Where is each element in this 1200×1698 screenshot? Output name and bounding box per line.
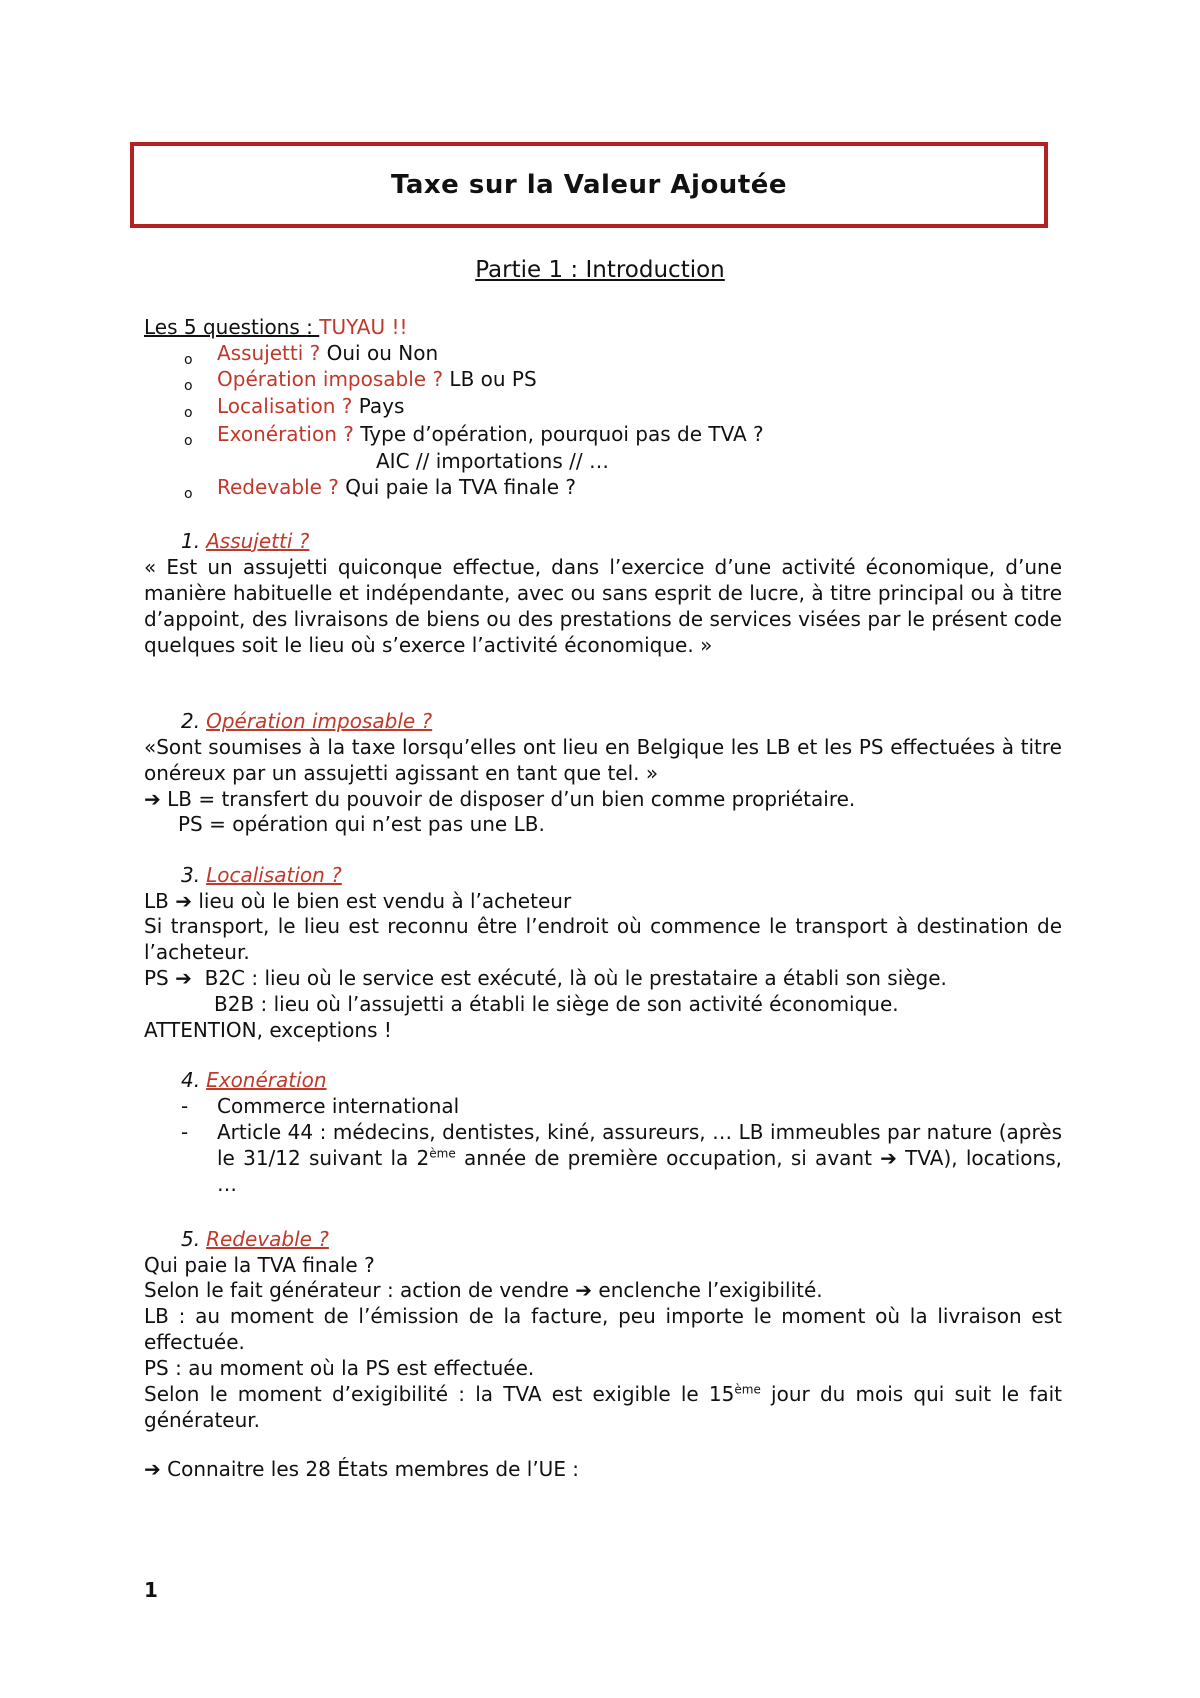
redevable-line: PS : au moment où la PS est effectuée. — [144, 1356, 535, 1380]
final-line — [144, 1456, 579, 1482]
section-heading — [181, 862, 342, 888]
section-title: Redevable ? — [206, 1227, 329, 1251]
section-paragraph: «Sont soumises à la taxe lorsqu’elles ont lieu en Belgique les LB et les PS effectuées à titre onéreux par un assujetti agissant en tant que tel. » — [144, 735, 1062, 785]
redevable-text: Selon le fait générateur : action de vendre — [144, 1278, 576, 1302]
section-title: Assujetti ? — [206, 529, 310, 553]
right-arrow-icon: ➔ — [175, 966, 192, 990]
intro-tip: TUYAU !! — [319, 315, 408, 339]
question-label: Localisation ? — [217, 394, 353, 418]
lb-definition — [144, 786, 855, 812]
question-label: Redevable ? — [217, 475, 339, 499]
redevable-line — [144, 1381, 1062, 1433]
section-title: Opération imposable ? — [206, 709, 433, 733]
section-heading — [181, 1067, 327, 1093]
superscript: ème — [429, 1146, 456, 1161]
transport-paragraph: Si transport, le lieu est reconnu être l’endroit où commence le transport à destination de l’acheteur. — [144, 914, 1062, 964]
question-answer: Pays — [352, 394, 405, 418]
redevable-text: Selon le moment d’exigibilité : la TVA est exigible le 15 — [144, 1382, 735, 1406]
bullet-icon: o — [184, 433, 193, 449]
right-arrow-icon: ➔ — [880, 1146, 897, 1170]
part-title: Partie 1 : Introduction — [475, 257, 725, 283]
question-label: Assujetti ? — [217, 341, 321, 365]
section-number: 5. — [181, 1227, 201, 1251]
attention-text: ATTENTION, exceptions ! — [144, 1018, 392, 1042]
ps-label: PS — [144, 966, 176, 990]
dash-icon: - — [181, 1120, 189, 1144]
section-number: 1. — [181, 529, 201, 553]
section-paragraph: « Est un assujetti quiconque effectue, dans l’exercice d’une activité économique, d’une manière habituelle et indépendante, avec ou sans esprit de lucre, à titre principal ou à titre d’appoint, des livraisons de biens ou des prestations de services visées par le présent code quelques soit le lieu où s’exerce l’activité économique. » — [144, 555, 1062, 657]
question-item — [217, 474, 576, 500]
lb-text: LB = transfert du pouvoir de disposer d’un bien comme propriétaire. — [167, 787, 856, 811]
redevable-text: enclenche l’exigibilité. — [592, 1278, 823, 1302]
section-heading — [181, 1226, 329, 1252]
dash-icon: - — [181, 1094, 189, 1118]
lb-location — [144, 888, 571, 914]
intro-line — [144, 314, 407, 340]
exoneration-text: TVA), locations, … — [217, 1146, 1063, 1196]
section-heading — [181, 708, 432, 734]
question-item — [217, 366, 537, 392]
b2c-text: B2C : lieu où le service est exécuté, là où le prestataire a établi son siège. — [204, 966, 947, 990]
lb-location-text: lieu où le bien est vendu à l’acheteur — [192, 889, 572, 913]
right-arrow-icon: ➔ — [575, 1278, 593, 1302]
right-arrow-icon: ➔ — [144, 1457, 161, 1481]
section-number: 2. — [181, 709, 201, 733]
ps-location — [144, 965, 947, 991]
bullet-icon: o — [184, 352, 193, 368]
right-arrow-icon: ➔ — [144, 787, 161, 811]
redevable-text: jour du mois qui suit le fait générateur. — [144, 1382, 1062, 1432]
final-text: Connaitre les 28 États membres de l’UE : — [167, 1457, 580, 1481]
ps-definition: PS = opération qui n’est pas une LB. — [178, 812, 545, 836]
superscript: ème — [734, 1382, 761, 1397]
section-title: Exonération — [206, 1068, 327, 1092]
section-number: 3. — [181, 863, 201, 887]
question-continuation: AIC // importations // … — [376, 449, 609, 473]
exoneration-item: Commerce international — [217, 1094, 460, 1118]
section-title: Localisation ? — [206, 863, 342, 887]
exoneration-item — [217, 1119, 1062, 1197]
intro-lead: Les 5 questions — [144, 315, 307, 339]
exoneration-text: Article 44 : médecins, dentistes, kiné, assureurs, … LB immeubles par nature (après le 31/12 suivant la 2 — [217, 1120, 1062, 1170]
bullet-icon: o — [184, 486, 193, 502]
question-answer: Qui paie la TVA finale ? — [338, 475, 576, 499]
redevable-line — [144, 1277, 823, 1303]
lb-label: LB — [144, 889, 176, 913]
page-number: 1 — [144, 1578, 158, 1602]
question-answer: Oui ou Non — [320, 341, 439, 365]
question-label: Opération imposable ? — [217, 367, 444, 391]
exoneration-text: année de première occupation, si avant — [455, 1146, 881, 1170]
title-box — [130, 142, 1048, 228]
redevable-line: LB : au moment de l’émission de la facture, peu importe le moment où la livraison est effectuée. — [144, 1304, 1062, 1354]
document-title: Taxe sur la Valeur Ajoutée — [390, 170, 788, 200]
section-number: 4. — [181, 1068, 201, 1092]
intro-colon: : — [306, 315, 320, 339]
bullet-icon: o — [184, 405, 193, 421]
section-heading — [181, 528, 309, 554]
question-item — [217, 393, 404, 419]
question-answer: Type d’opération, pourquoi pas de TVA ? — [353, 422, 764, 446]
question-item — [217, 340, 438, 366]
question-item — [217, 421, 764, 447]
b2b-text: B2B : lieu où l’assujetti a établi le siège de son activité économique. — [214, 992, 899, 1016]
bullet-icon: o — [184, 378, 193, 394]
question-answer: LB ou PS — [443, 367, 537, 391]
question-label: Exonération ? — [217, 422, 354, 446]
right-arrow-icon: ➔ — [175, 889, 192, 913]
redevable-line: Qui paie la TVA finale ? — [144, 1253, 375, 1277]
